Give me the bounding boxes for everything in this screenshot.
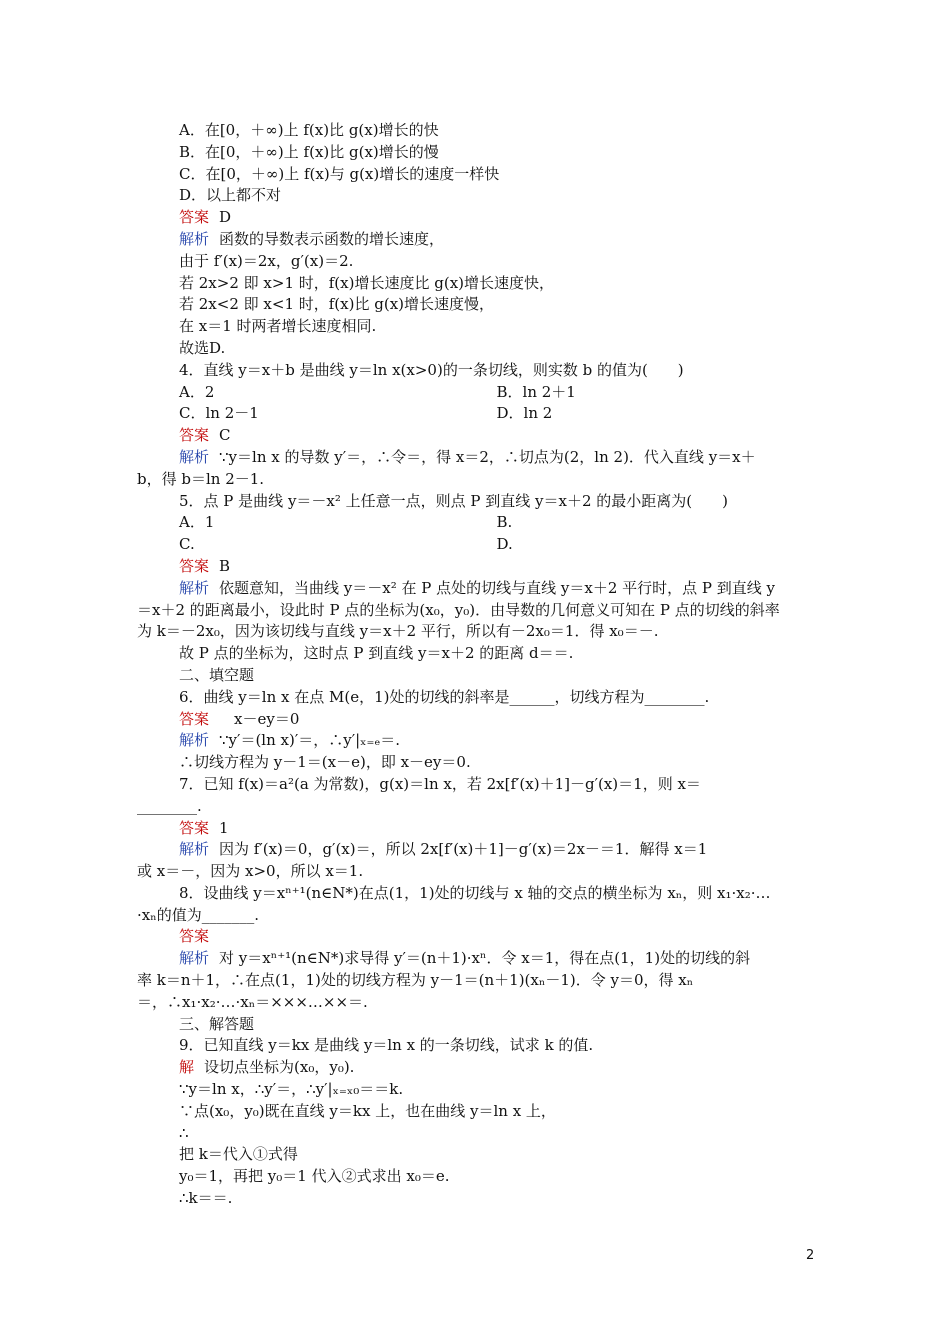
- text-line: [137, 839, 814, 861]
- line-text: ∴: [179, 1123, 189, 1142]
- text-line: [137, 665, 814, 687]
- text-line: [137, 796, 814, 818]
- text-line: [137, 164, 814, 186]
- text-line: [137, 1166, 814, 1188]
- option-item: C．ln 2－1: [179, 404, 259, 423]
- option-item: D．ln 2: [496, 404, 553, 423]
- line-text: C．在[0，＋∞)上 f(x)与 g(x)增长的速度一样快: [179, 164, 500, 183]
- text-line: [137, 621, 814, 643]
- line-text: 由于 f′(x)＝2x，g′(x)＝2.: [179, 251, 354, 270]
- text-line: [137, 1101, 814, 1123]
- answer-label: 解: [179, 1058, 195, 1077]
- answer-label: 答案: [179, 709, 210, 728]
- line-text: ∴切线方程为 y－1＝(x－e)，即 x－ey＝0.: [179, 753, 471, 772]
- text-line: [137, 273, 814, 295]
- option-item: B．ln 2＋1: [496, 382, 576, 401]
- text-line: [137, 229, 814, 251]
- analysis-label: 解析: [179, 447, 210, 466]
- line-text: ∴k＝＝.: [179, 1189, 233, 1208]
- option-row: [137, 382, 814, 404]
- line-text: B．在[0，＋∞)上 f(x)比 g(x)增长的慢: [179, 142, 439, 161]
- answer-label: 答案: [179, 208, 210, 227]
- text-line: [137, 142, 814, 164]
- text-line: [137, 818, 814, 840]
- answer-label: 答案: [179, 556, 210, 575]
- text-line: [137, 491, 814, 513]
- answer-label: 答案: [179, 927, 210, 946]
- line-text: ∵y′＝(ln x)′＝，∴y′|ₓ₌ₑ＝.: [219, 731, 401, 750]
- answer-label: 答案: [179, 426, 210, 445]
- text-line: [137, 556, 814, 578]
- line-text: ∵点(x₀，y₀)既在直线 y＝kx 上，也在曲线 y＝ln x 上，: [179, 1101, 556, 1120]
- line-text: 二、填空题: [179, 665, 255, 684]
- text-line: [137, 294, 814, 316]
- option-item: D.: [496, 535, 513, 554]
- line-text: y₀＝1，再把 y₀＝1 代入②式求出 x₀＝e.: [179, 1167, 450, 1186]
- text-line: [137, 1144, 814, 1166]
- line-text: ∵y＝ln x，∴y′＝，∴y′|ₓ₌ₓ₀＝＝k.: [179, 1080, 404, 1099]
- text-line: [137, 600, 814, 622]
- text-line: [137, 185, 814, 207]
- text-line: [137, 207, 814, 229]
- analysis-label: 解析: [179, 578, 210, 597]
- line-text: 依题意知，当曲线 y＝－x² 在 P 点处的切线与直线 y＝x＋2 平行时，点 P 到直线 y: [219, 578, 776, 597]
- text-line: [137, 883, 814, 905]
- line-text: 对 y＝xⁿ⁺¹(n∈N*)求导得 y′＝(n＋1)·xⁿ．令 x＝1，得在点(1，1)处的切线的斜: [219, 949, 751, 968]
- text-line: [137, 643, 814, 665]
- line-text: 5．点 P 是曲线 y＝－x² 上任意一点，则点 P 到直线 y＝x＋2 的最小距离为( ): [179, 491, 729, 510]
- line-text: 6．曲线 y＝ln x 在点 M(e，1)处的切线的斜率是______，切线方程为________.: [179, 687, 710, 706]
- line-text: 7．已知 f(x)＝a²(a 为常数)，g(x)＝ln x，若 2x[f′(x)＋1]－g′(x)＝1，则 x＝: [179, 774, 701, 793]
- line-text: 若 2x<2 即 x<1 时，f(x)比 g(x)增长速度慢，: [179, 295, 495, 314]
- line-text: 4．直线 y＝x＋b 是曲线 y＝ln x(x>0)的一条切线，则实数 b 的值为( ): [179, 360, 684, 379]
- line-text: 若 2x>2 即 x>1 时，f(x)增长速度比 g(x)增长速度快，: [179, 273, 555, 292]
- line-text: 把 k＝代入①式得: [179, 1145, 298, 1164]
- text-line: [137, 251, 814, 273]
- answer-label: 答案: [179, 818, 210, 837]
- text-line: [137, 1014, 814, 1036]
- text-line: [137, 316, 814, 338]
- text-line: [137, 447, 814, 469]
- line-text: 函数的导数表示函数的增长速度，: [219, 229, 445, 248]
- text-line: [137, 469, 814, 491]
- text-line: [137, 425, 814, 447]
- text-line: [137, 1057, 814, 1079]
- line-text: ∵y＝ln x 的导数 y′＝，∴令＝，得 x＝2，∴切点为(2，ln 2)．代入直线 y＝x＋: [219, 447, 756, 466]
- text-line: [137, 687, 814, 709]
- line-text: b，得 b＝ln 2－1.: [137, 469, 265, 488]
- text-line: [137, 970, 814, 992]
- line-text: C: [219, 426, 231, 445]
- line-text: 三、解答题: [179, 1014, 255, 1033]
- text-line: [137, 774, 814, 796]
- line-text: 因为 f′(x)＝0，g′(x)＝，所以 2x[f′(x)＋1]－g′(x)＝2x－＝1．解得 x＝1: [219, 840, 708, 859]
- text-line: [137, 992, 814, 1014]
- text-line: [137, 1079, 814, 1101]
- line-text: 或 x＝－，因为 x>0，所以 x＝1.: [137, 862, 364, 881]
- option-item: C.: [179, 535, 195, 554]
- line-text: 率 k＝n＋1，∴在点(1，1)处的切线方程为 y－1＝(n＋1)(xₙ－1)．令 y＝0，得 xₙ: [137, 971, 694, 990]
- text-line: [137, 905, 814, 927]
- text-line: [137, 578, 814, 600]
- line-text: 在 x＝1 时两者增长速度相同.: [179, 317, 377, 336]
- text-line: [137, 926, 814, 948]
- line-text: x－ey＝0: [219, 709, 300, 728]
- line-text: B: [219, 556, 231, 575]
- analysis-label: 解析: [179, 229, 210, 248]
- line-text: ·xₙ的值为_______.: [137, 905, 259, 924]
- line-text: ＝，∴x₁·x₂·…·xₙ＝×××…××＝.: [137, 992, 368, 1011]
- line-text: D．以上都不对: [179, 186, 282, 205]
- line-text: 1: [219, 818, 229, 837]
- text-line: [137, 709, 814, 731]
- line-text: ＝x＋2 的距离最小，设此时 P 点的坐标为(x₀，y₀)．由导数的几何意义可知在 P 点的切线的斜率: [137, 600, 780, 619]
- line-text: 为 k＝－2x₀，因为该切线与直线 y＝x＋2 平行，所以有－2x₀＝1．得 x₀＝－.: [137, 622, 659, 641]
- analysis-label: 解析: [179, 949, 210, 968]
- option-item: A．1: [179, 513, 215, 532]
- line-text: 故 P 点的坐标为，这时点 P 到直线 y＝x＋2 的距离 d＝＝.: [179, 644, 574, 663]
- text-line: [137, 752, 814, 774]
- text-line: [137, 730, 814, 752]
- text-line: [137, 948, 814, 970]
- page-number: 2: [806, 1248, 815, 1263]
- line-text: D: [219, 208, 232, 227]
- line-text: ________.: [137, 796, 202, 815]
- option-row: [137, 512, 814, 534]
- option-item: B.: [496, 513, 513, 532]
- text-line: [137, 120, 814, 142]
- line-text: A．在[0，＋∞)上 f(x)比 g(x)增长的快: [179, 121, 439, 139]
- line-text: 9．已知直线 y＝kx 是曲线 y＝ln x 的一条切线，试求 k 的值.: [179, 1036, 594, 1055]
- text-line: [137, 861, 814, 883]
- option-item: A．2: [179, 382, 215, 401]
- line-text: 故选D.: [179, 338, 226, 357]
- text-line: [137, 360, 814, 382]
- option-row: [137, 403, 814, 425]
- analysis-label: 解析: [179, 731, 210, 750]
- line-text: 8．设曲线 y＝xⁿ⁺¹(n∈N*)在点(1，1)处的切线与 x 轴的交点的横坐标为 xₙ，则 x₁·x₂·…: [179, 883, 771, 902]
- text-line: [137, 338, 814, 360]
- line-text: 设切点坐标为(x₀，y₀).: [204, 1058, 355, 1077]
- text-line: [137, 1035, 814, 1057]
- option-row: [137, 534, 814, 556]
- analysis-label: 解析: [179, 840, 210, 859]
- text-line: [137, 1123, 814, 1145]
- text-line: [137, 1188, 814, 1210]
- page-content: [137, 120, 814, 1210]
